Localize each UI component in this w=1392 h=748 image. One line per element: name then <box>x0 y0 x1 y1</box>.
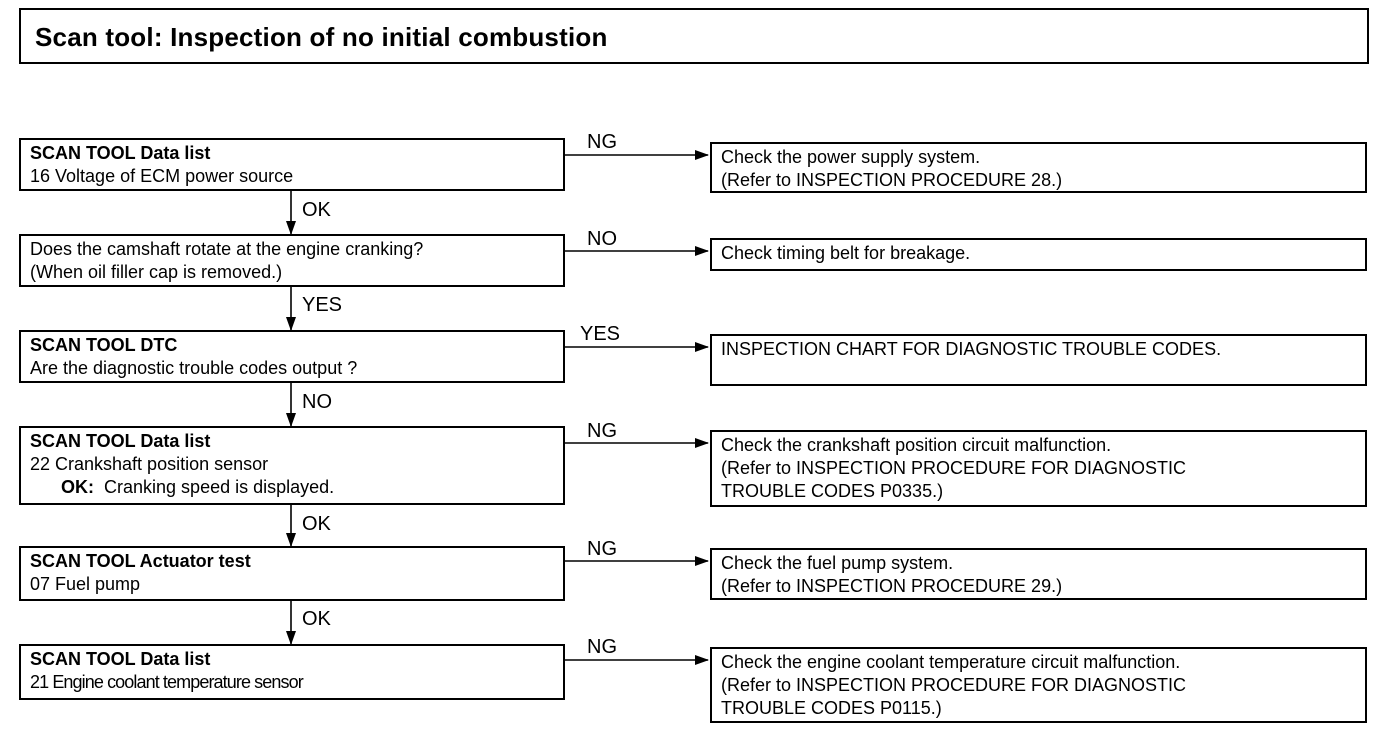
outcome-box-3 <box>710 334 1367 386</box>
branch-label-down-2: YES <box>302 294 343 316</box>
outcome-line3: TROUBLE CODES P0335.) <box>721 481 944 501</box>
step-box-4 <box>19 426 565 505</box>
branch-label-side-4: NG <box>587 420 617 442</box>
step-question-line1: Does the camshaft rotate at the engine cranking? <box>30 239 424 259</box>
branch-label-side-1: NG <box>587 131 617 153</box>
outcome-box-1 <box>710 142 1367 193</box>
step-heading: SCAN TOOL Data list <box>30 143 211 163</box>
branch-label-side-5: NG <box>587 538 617 560</box>
branch-label-down-3: NO <box>302 391 332 413</box>
step-text: Are the diagnostic trouble codes output ? <box>30 358 358 378</box>
outcome-line1: Check the fuel pump system. <box>721 553 954 573</box>
outcome-line2: (Refer to INSPECTION PROCEDURE 28.) <box>721 170 1063 190</box>
page-title: Scan tool: Inspection of no initial combustion <box>35 22 608 52</box>
outcome-box-4 <box>710 430 1367 507</box>
outcome-line1: Check the engine coolant temperature circuit malfunction. <box>721 652 1181 672</box>
step-text: 07 Fuel pump <box>30 574 141 594</box>
outcome-line1: INSPECTION CHART FOR DIAGNOSTIC TROUBLE CODES. <box>721 339 1222 359</box>
step-box-6 <box>19 644 565 700</box>
step-text: 21 Engine coolant temperature sensor <box>30 672 303 692</box>
branch-label-side-3: YES <box>580 323 621 345</box>
step-heading: SCAN TOOL DTC <box>30 335 178 355</box>
outcome-box-6 <box>710 647 1367 723</box>
branch-label-side-2: NO <box>587 228 617 250</box>
outcome-line1: Check the crankshaft position circuit malfunction. <box>721 435 1112 455</box>
branch-label-down-5: OK <box>302 608 331 630</box>
outcome-line2: (Refer to INSPECTION PROCEDURE 29.) <box>721 576 1063 596</box>
branch-label-down-4: OK <box>302 513 331 535</box>
outcome-line2: (Refer to INSPECTION PROCEDURE FOR DIAGNOSTIC <box>721 675 1187 695</box>
step-box-5 <box>19 546 565 601</box>
outcome-line2: (Refer to INSPECTION PROCEDURE FOR DIAGNOSTIC <box>721 458 1187 478</box>
outcome-line1: Check timing belt for breakage. <box>721 243 971 263</box>
step-question-line2: (When oil filler cap is removed.) <box>30 262 283 282</box>
step-box-2 <box>19 234 565 287</box>
ok-criterion-text: Cranking speed is displayed. <box>104 477 335 497</box>
step-heading: SCAN TOOL Data list <box>30 431 211 451</box>
step-text: 22 Crankshaft position sensor <box>30 454 269 474</box>
step-text: 16 Voltage of ECM power source <box>30 166 294 186</box>
branch-label-side-6: NG <box>587 636 617 658</box>
step-ok-criterion <box>30 476 554 499</box>
outcome-line3: TROUBLE CODES P0115.) <box>721 698 942 718</box>
branch-label-down-1: OK <box>302 199 331 221</box>
step-heading: SCAN TOOL Data list <box>30 649 211 669</box>
step-box-1 <box>19 138 565 191</box>
step-box-3 <box>19 330 565 383</box>
outcome-box-5 <box>710 548 1367 600</box>
ok-criterion-label: OK: <box>61 477 94 497</box>
outcome-line1: Check the power supply system. <box>721 147 981 167</box>
outcome-box-2 <box>710 238 1367 271</box>
step-heading: SCAN TOOL Actuator test <box>30 551 251 571</box>
